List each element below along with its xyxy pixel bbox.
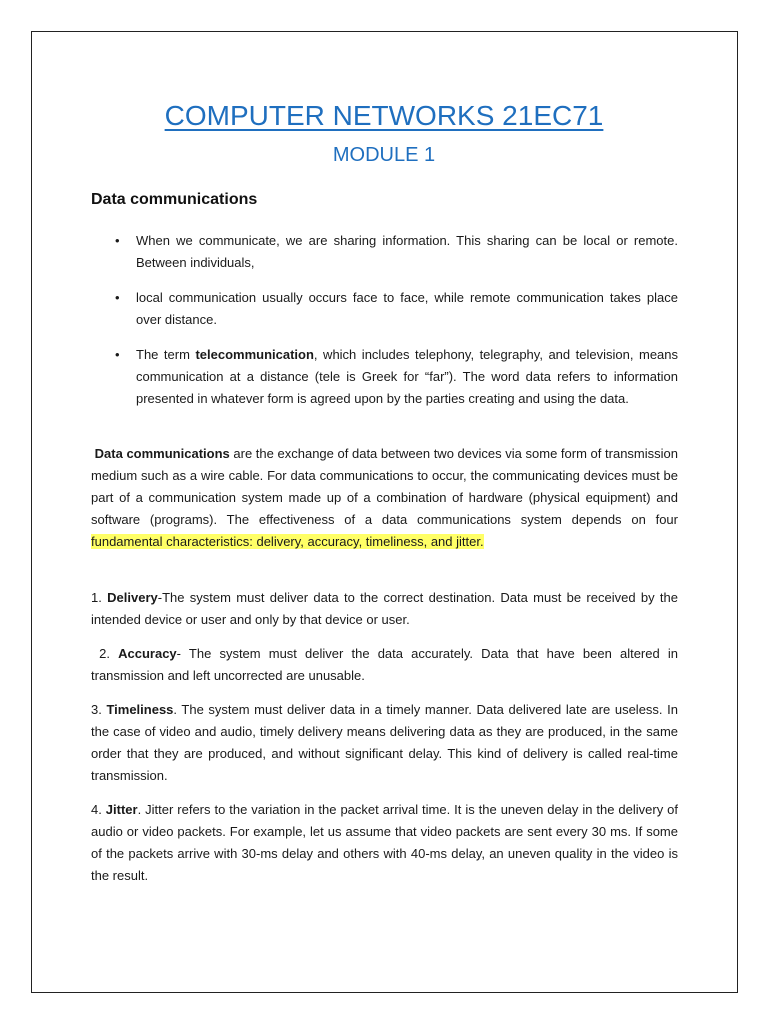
bullet-text: When we communicate, we are sharing information. This sharing can be local or remote. Between individuals,	[136, 233, 678, 270]
characteristic-number: 4.	[91, 802, 106, 817]
document-title-text: COMPUTER NETWORKS 21EC71	[164, 100, 604, 131]
bullet-text-pre: The term	[136, 347, 196, 363]
bullet-item-1	[91, 230, 678, 273]
characteristic-term: Delivery	[107, 590, 158, 605]
characteristic-term: Jitter	[105, 802, 138, 817]
bullet-text: local communication usually occurs face to face, while remote communication takes place over distance.	[136, 290, 678, 327]
characteristic-accuracy	[91, 643, 678, 687]
bullet-dot-icon: •	[115, 233, 120, 248]
characteristic-term: Timeliness	[106, 702, 174, 717]
characteristic-term: Accuracy	[118, 646, 177, 661]
characteristic-number: 1.	[91, 590, 108, 605]
characteristic-number: 3.	[91, 702, 107, 717]
intro-bold-term: Data communications	[94, 446, 230, 461]
intro-highlight: fundamental characteristics: delivery, accuracy, timeliness, and jitter.	[91, 534, 484, 549]
bullet-item-3	[91, 344, 678, 409]
characteristic-text: - The system must deliver the data accurately. Data that have been altered in transmission and left uncorrected are unusable.	[91, 646, 678, 683]
characteristic-number: 2.	[99, 646, 119, 661]
characteristic-text: . The system must deliver data in a timely manner. Data delivered late are useless. In the case of video and audio, timely delivery means delivering data as they are produced, in the same order that they are produced, and without significant delay. This kind of delivery is called real-time transmission.	[91, 702, 678, 783]
bullet-text-post: , which includes telephony, telegraphy, and television, means communication at a distance (tele is Greek for “far”). The word data refers to information presented in whatever form is agreed upon by the parties creating and using the data.	[136, 347, 679, 406]
characteristic-jitter	[91, 799, 678, 887]
bullet-item-2	[91, 287, 678, 330]
document-title	[0, 97, 768, 135]
characteristic-text: -The system must deliver data to the correct destination. Data must be received by the intended device or user and only by that device or user.	[91, 590, 678, 627]
characteristic-text: . Jitter refers to the variation in the packet arrival time. It is the uneven delay in the delivery of audio or video packets. For example, let us assume that video packets are sent every 30 ms. If some of the packets arrive with 30-ms delay and others with 40-ms delay, an uneven quality in the video is the result.	[91, 802, 678, 883]
bullet-dot-icon: •	[115, 347, 120, 363]
intro-paragraph	[91, 443, 678, 553]
section-heading: Data communications	[91, 191, 258, 208]
bullet-dot-icon: •	[115, 290, 120, 306]
bullet-bold-term: telecommunication	[195, 347, 314, 363]
document-subtitle: MODULE 1	[332, 144, 436, 166]
bullet-list	[91, 230, 678, 423]
intro-text: are the exchange of data between two devices via some form of transmission medium such as a wire cable. For data communications to occur, the communicating devices must be part of a communication system made up of a combination of hardware (physical equipment) and software (programs). The effectiveness of a data communications system depends on four	[91, 446, 678, 527]
characteristic-timeliness	[91, 699, 678, 787]
characteristic-delivery	[91, 587, 678, 631]
